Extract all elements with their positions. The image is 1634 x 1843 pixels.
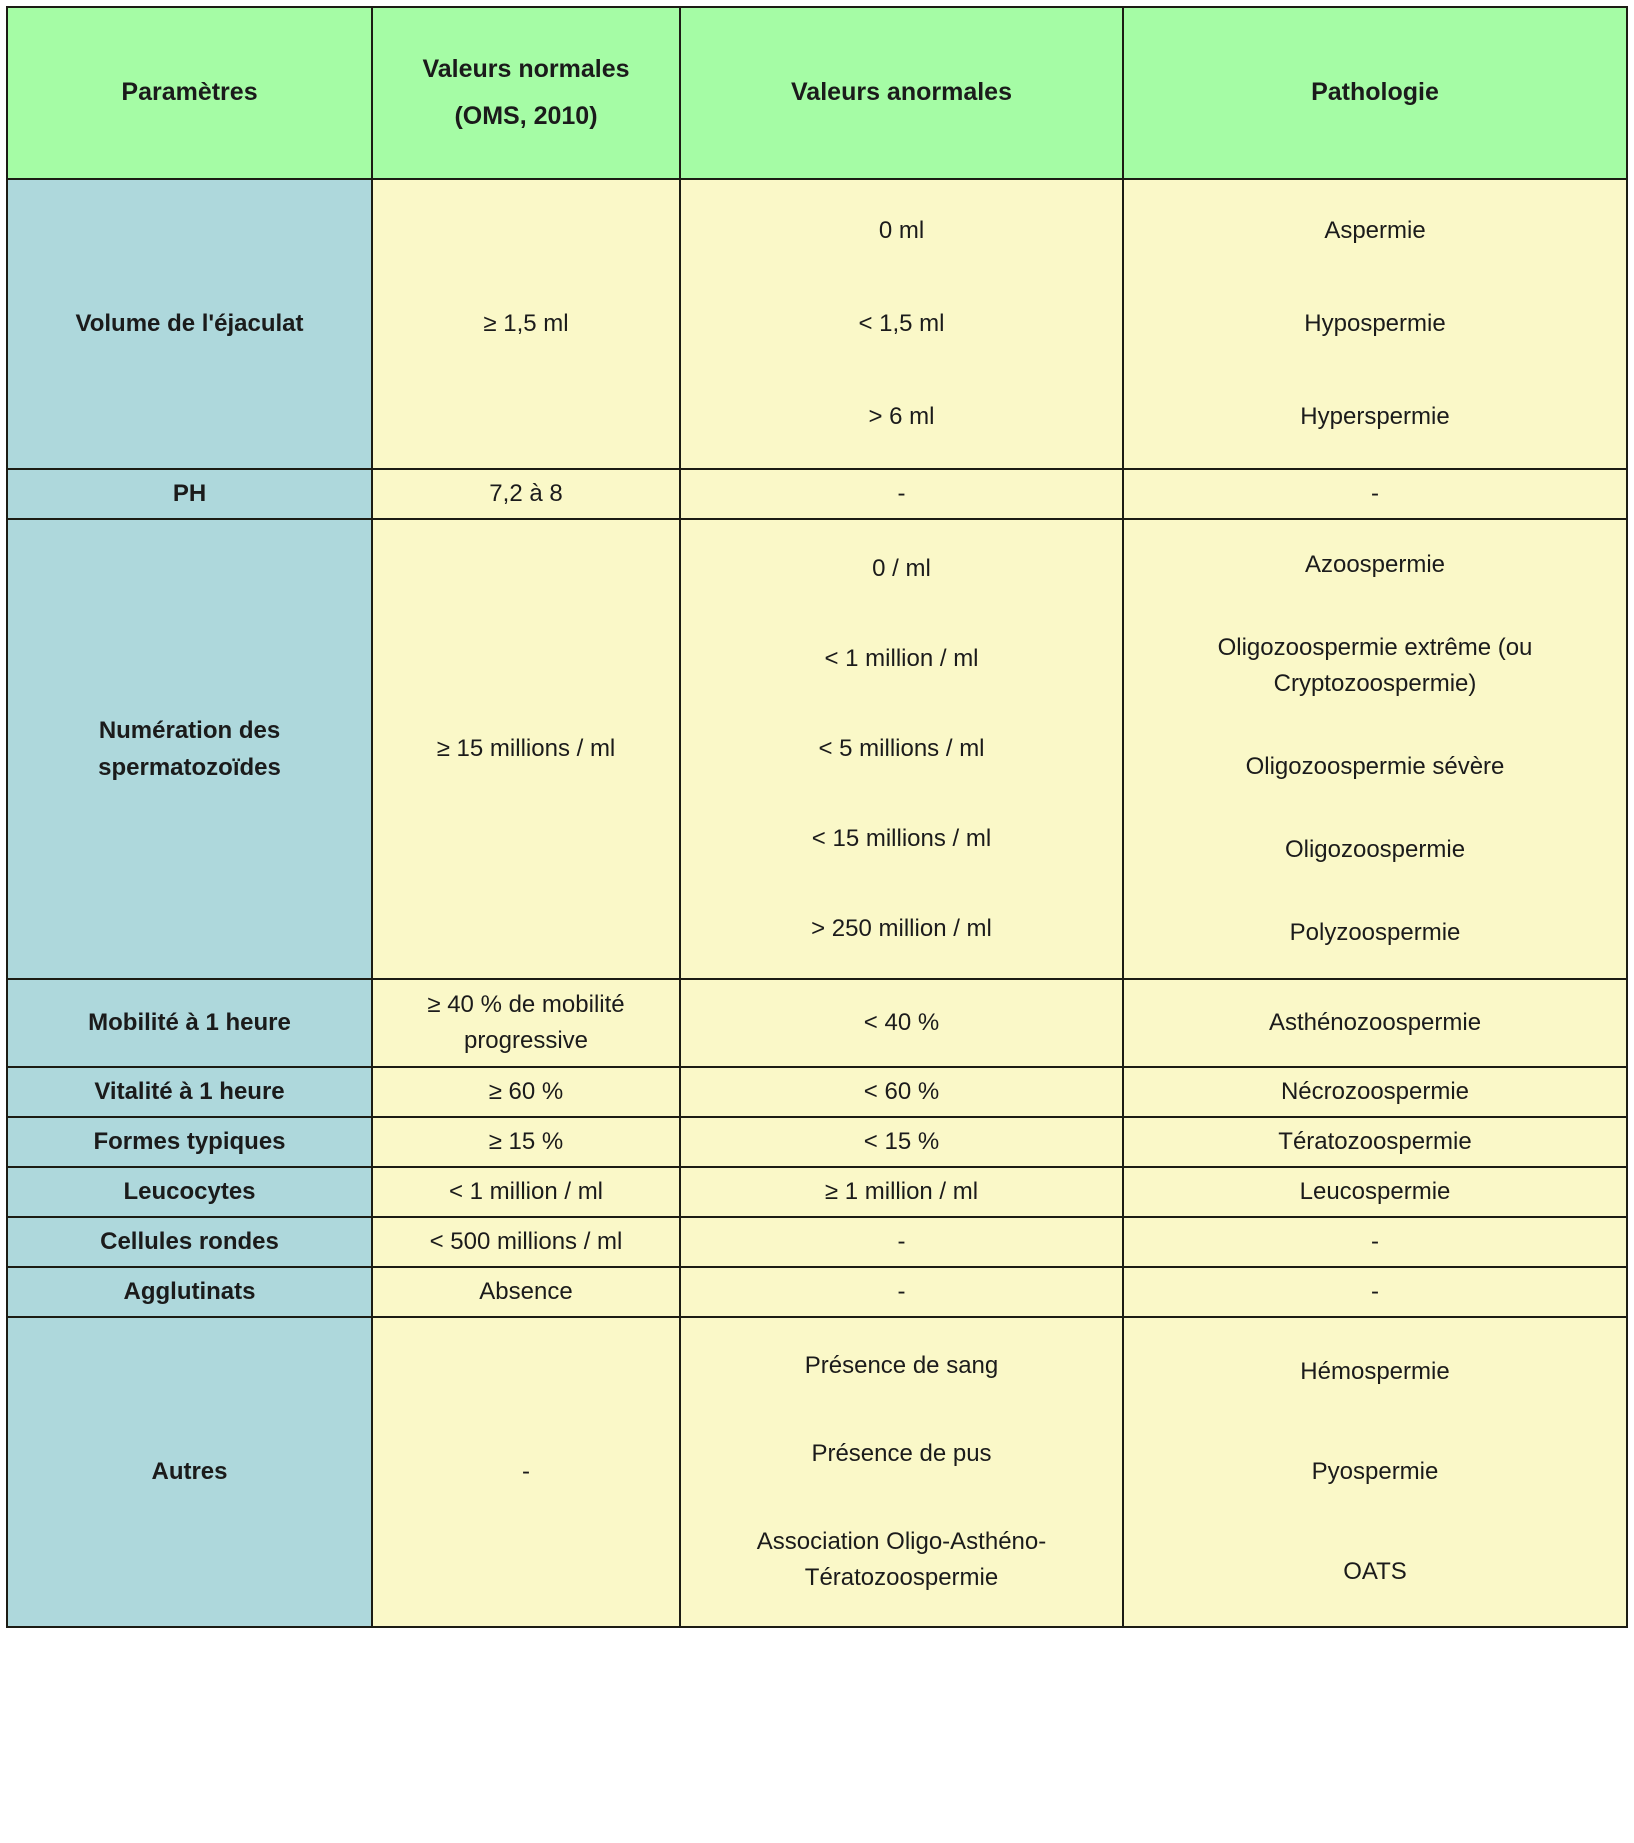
- abnormal-value-item: Présence de pus: [811, 1440, 992, 1467]
- abnormal-value-cell: -: [680, 469, 1123, 519]
- normal-value-cell: ≥ 15 %: [372, 1117, 680, 1167]
- table-row: [7, 1267, 1627, 1317]
- normal-value-cell: < 500 millions / ml: [372, 1217, 680, 1267]
- pathology-item: Hypospermie: [1304, 309, 1446, 337]
- table-row: [7, 1317, 1627, 1627]
- parameter-cell: Mobilité à 1 heure: [7, 979, 372, 1067]
- normal-value-cell: ≥ 40 % de mobilité progressive: [372, 979, 680, 1067]
- parameter-line1: Numération des: [98, 716, 281, 744]
- pathology-cell: [1123, 519, 1627, 979]
- header-normal-line2: (OMS, 2010): [454, 102, 598, 130]
- table-row: [7, 1167, 1627, 1217]
- normal-value-cell: Absence: [372, 1267, 680, 1317]
- column-header-pathologie: Pathologie: [1123, 7, 1627, 179]
- abnormal-value-cell: [680, 519, 1123, 979]
- column-header-parametres: Paramètres: [7, 7, 372, 179]
- pathology-cell: Nécrozoospermie: [1123, 1067, 1627, 1117]
- abnormal-value-item: < 5 millions / ml: [818, 735, 985, 762]
- abnormal-value-item: 0 / ml: [872, 555, 931, 582]
- pathology-item: Pyospermie: [1311, 1458, 1439, 1485]
- pathology-cell: -: [1123, 1267, 1627, 1317]
- pathology-item: Oligozoospermie sévère: [1245, 752, 1505, 780]
- normal-value-cell: ≥ 15 millions / ml: [372, 519, 680, 979]
- parameter-cell: Formes typiques: [7, 1117, 372, 1167]
- normal-value-cell: ≥ 1,5 ml: [372, 179, 680, 469]
- abnormal-value-item: < 1 million / ml: [824, 645, 979, 672]
- column-header-valeurs-anormales: Valeurs anormales: [680, 7, 1123, 179]
- table-header: [7, 7, 1627, 179]
- parameter-cell: Volume de l'éjaculat: [7, 179, 372, 469]
- abnormal-value-cell: < 15 %: [680, 1117, 1123, 1167]
- abnormal-value-cell: -: [680, 1217, 1123, 1267]
- abnormal-value-item: 0 ml: [878, 216, 925, 244]
- pathology-cell: -: [1123, 1217, 1627, 1267]
- abnormal-value-item: > 250 million / ml: [811, 915, 992, 942]
- abnormal-value-item: < 1,5 ml: [858, 309, 945, 337]
- parameter-cell: PH: [7, 469, 372, 519]
- pathology-cell: Tératozoospermie: [1123, 1117, 1627, 1167]
- abnormal-value-cell: -: [680, 1267, 1123, 1317]
- parameter-cell: [7, 519, 372, 979]
- pathology-item: Hémospermie: [1300, 1358, 1450, 1385]
- pathology-item: Hyperspermie: [1300, 403, 1450, 431]
- abnormal-value-cell: [680, 1317, 1123, 1627]
- pathology-item: Oligozoospermie extrême (ou Cryptozoospermie): [1217, 634, 1533, 698]
- table-row: [7, 1117, 1627, 1167]
- pathology-cell: Asthénozoospermie: [1123, 979, 1627, 1067]
- table-row: [7, 519, 1627, 979]
- pathology-cell: [1123, 179, 1627, 469]
- pathology-cell: Leucospermie: [1123, 1167, 1627, 1217]
- table-row: [7, 1067, 1627, 1117]
- table-body: [7, 179, 1627, 1627]
- normal-value-cell: ≥ 60 %: [372, 1067, 680, 1117]
- table-row: [7, 469, 1627, 519]
- abnormal-value-cell: [680, 179, 1123, 469]
- pathology-cell: [1123, 1317, 1627, 1627]
- header-normal-line1: Valeurs normales: [422, 54, 630, 83]
- pathology-item: Oligozoospermie: [1284, 835, 1466, 863]
- pathology-cell: -: [1123, 469, 1627, 519]
- spermogram-reference-table: [6, 6, 1628, 1628]
- abnormal-value-cell: < 60 %: [680, 1067, 1123, 1117]
- parameter-line2: spermatozoïdes: [98, 754, 281, 781]
- parameter-cell: Cellules rondes: [7, 1217, 372, 1267]
- abnormal-value-cell: < 40 %: [680, 979, 1123, 1067]
- column-header-valeurs-normales: [372, 7, 680, 179]
- abnormal-value-item: Présence de sang: [804, 1352, 999, 1379]
- pathology-item: Polyzoospermie: [1289, 918, 1461, 946]
- abnormal-value-item: < 15 millions / ml: [811, 825, 992, 852]
- parameter-cell: Vitalité à 1 heure: [7, 1067, 372, 1117]
- pathology-item: Aspermie: [1324, 216, 1426, 244]
- normal-value-cell: 7,2 à 8: [372, 469, 680, 519]
- parameter-cell: Autres: [7, 1317, 372, 1627]
- abnormal-value-item: Association Oligo-Asthéno-Tératozoospermie: [756, 1528, 1047, 1591]
- parameter-cell: Leucocytes: [7, 1167, 372, 1217]
- abnormal-value-cell: ≥ 1 million / ml: [680, 1167, 1123, 1217]
- normal-value-cell: < 1 million / ml: [372, 1167, 680, 1217]
- pathology-item: Azoospermie: [1304, 551, 1446, 579]
- header-row: [7, 7, 1627, 179]
- parameter-cell: Agglutinats: [7, 1267, 372, 1317]
- abnormal-value-item: > 6 ml: [868, 403, 935, 431]
- normal-value-cell: -: [372, 1317, 680, 1627]
- table-row: [7, 1217, 1627, 1267]
- pathology-item: OATS: [1343, 1558, 1407, 1585]
- table-row: [7, 979, 1627, 1067]
- table-row: [7, 179, 1627, 469]
